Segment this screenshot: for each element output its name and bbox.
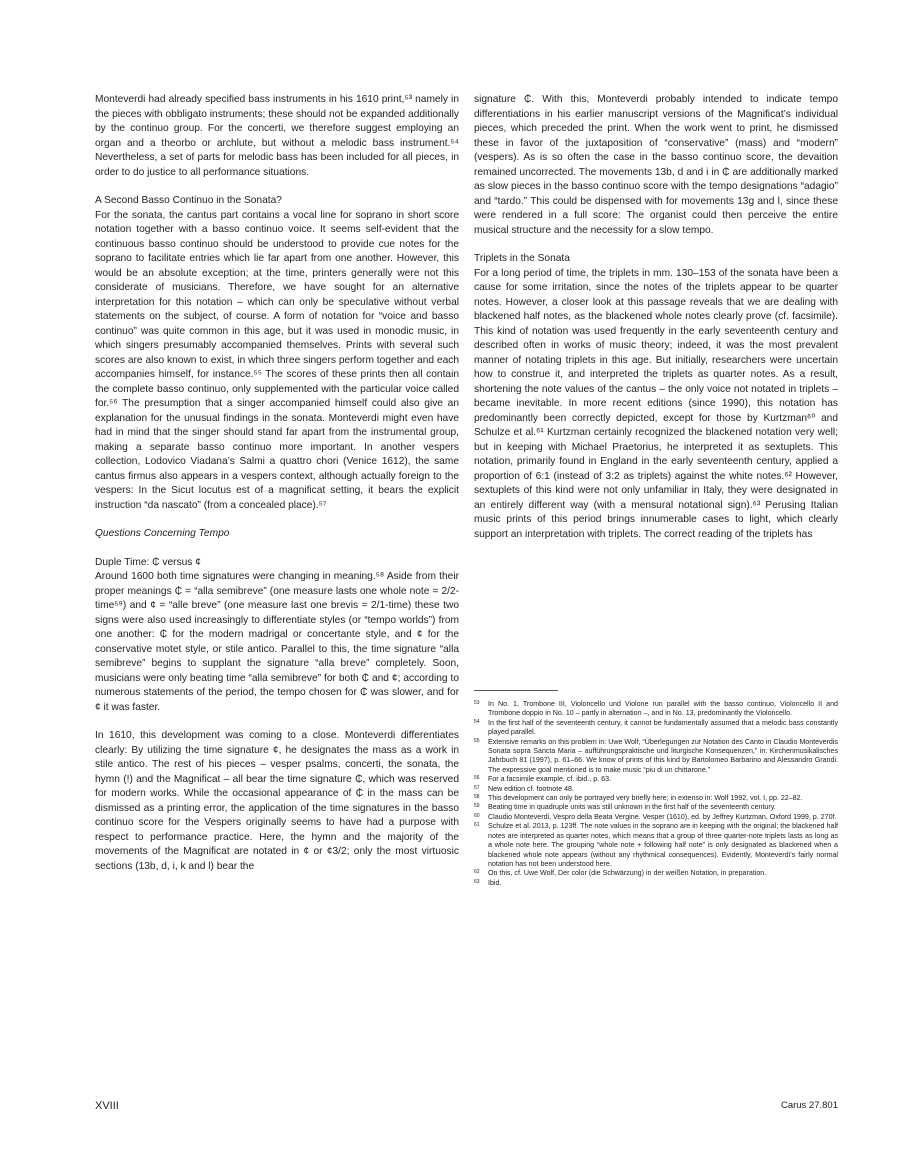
paragraph-sonata-cantus: For the sonata, the cantus part contains a vocal line for soprano in short score notation together with a basso continuo voice. It seems self-evident that the continuous basso continuo should be understood to provide cue notes for the soprano to facilitate entries which lie far apart from one another. However, this would be an absolute exception; at the time, printers generally were not this considerate of musicians. Therefore, we have sought for an alternative interpretation for this notation – which can only be speculative without verbal statements on the subject, of course. A form of notation for “voice and basso continuo” was quite common in this age, but it was used in monodic music, in which singers presumably accompanied themselves. Prints with several such scores are also known to exist, in which three singers perform together and each accompanies himself, for instance.⁵⁵ The scores of these prints then all contain the complete basso continuo, only supplemented with the particular voice called for.⁵⁶ The presumption that a singer accompanied himself could also give an explanation for the unusual findings in the sonata. Monteverdi might even have had in mind that the singer should stand far apart from the instrumental group, making a separate basso continuo more important. In another vespers collection, Lodovico Viadana’s Salmi a quattro chori (Venice 1612), the same cantus firmus also appears in a vespers context, although actually foreign to the vespers: In the Sicut locutus est of a magnificat setting, it bears the explicit instruction “da nascato” (from a concealed place).⁵⁷ [95, 209, 459, 511]
heading-questions-tempo: Questions Concerning Tempo [95, 528, 230, 539]
footnote-number: 57 [474, 784, 480, 791]
footnote-text: For a facsimile example, cf. ibid., p. 63. [488, 775, 612, 784]
heading-duple-time: Duple Time: ₵ versus ¢ [95, 556, 201, 568]
footnote-text: Ibid. [488, 878, 502, 887]
paragraph-time-signatures: Around 1600 both time signatures were changing in meaning.⁵⁸ Aside from their proper meanings ₵ = “alla semibreve” (one measure lasts one whole note = 2/2-time⁵⁹) and ¢ = “alle breve” (one measure last one brevis = 2/1-time) these two signs were also used increasingly to differentiate styles (or “tempo worlds”) from one another: ₵ for the modern madrigal or concertante style, and ¢ for the conservative motet style, or stile antico. Parallel to this, the time signature “alla semibreve” begins to supplant the signature “alla breve” completely. Soon, musicians were only beating time “alla semibreve” for both ₵ and ¢; according to numerous statements of the period, the tempo chosen for ₵ was slower, and for ¢ it was faster. [95, 571, 459, 713]
paragraph-triplets: For a long period of time, the triplets in mm. 130–153 of the sonata have been a cause for some irritation, since the notes of the triplets appear to be quarter notes. However, a closer look at this passage reveals that we are dealing with blackened half notes, as the blackened whole notes clearly prove (cf. facsimile). This kind of notation was used frequently in the early seventeenth century and described often in works of music theory; indeed, it was the most prevalent manner of notating triplets in this age. But initially, researchers were uncertain how to construe it, and interpreted the triplets as quarter notes. As a result, shortening the note values of the cantus – the only voice not notated in triplets – became inevitable. In more recent editions (since 1990), this notation has predominantly been correctly depicted, except for those by Kurtzman⁶⁰ and Schulze et al.⁶¹ Kurtzman certainly recognized the blackened notation very well; but in keeping with Michael Praetorius, he interpreted it as sextuplets. This notation, primarily found in England in the early seventeenth century, applied a proportion of 6:1 (instead of 3:2 as triplets) against the white notes.⁶² However, sextuplets of this kind were not only unfamiliar in Italy, they were designated in an entirely different way (with a mensural notational sign).⁶³ Perusing Italian music prints of this period brings innumerable cases to light, which clearly support an interpretation with triplets. The correct reading of the triplets has [474, 267, 838, 540]
paragraph-1610-development: In 1610, this development was coming to a close. Monteverdi differentiates clearly: By utilizing the time signature ¢, he designates the mass as a work in stile antico. The rest of his pieces – vesper psalms, concerti, the sonata, the hymn (!) and the Magnificat – all bear the time signature ₵, which was reserved for modern works. While the occasional appearance of ₵ in the mass can be dismissed as a printing error, the application of the time signatures in the basso continuo score for the Vespers originally seems to have had a purpose with respect to performance practice. Here, the hymn and the majority of the movements of the Magnificat are notated in ¢ or ¢3/2; only the most virtuosic sections (13b, d, i, k and l) bear the [95, 730, 459, 872]
right-column [474, 93, 838, 542]
footnote [474, 879, 838, 888]
footnote-text: On this, cf. Uwe Wolf, Der color (die Schwärzung) in der weißen Notation, in preparation. [488, 869, 767, 878]
footnote [474, 719, 838, 738]
footnote-text: This development can only be portrayed very briefly here; in extenso in: Wolf 1992, vol. I, pp. 22–82. [488, 794, 803, 803]
footnote-text: Claudio Monteverdi, Vespro della Beata Vergine. Vesper (1610), ed. by Jeffrey Kurtzman, Oxford 1999, p. 270f. [488, 812, 837, 821]
footnote-text: New edition cf. footnote 48. [488, 784, 574, 793]
footnote-divider [474, 690, 558, 691]
footnote-text: Schulze et al. 2013, p. 123ff. The note values in the soprano are in keeping with the original; the blackened half notes are interpreted as quarter notes, which means that a group of three quarter-note triplets lasts as long as a whole note here. The grouping “whole note + following half note” is only designated as blackened when a blackened whole note appears (without any rhythmical consequences). Evidently, Monteverdi’s fairly normal notation has not been understood here. [488, 822, 838, 868]
paragraph-signature-tempo: signature ₵. With this, Monteverdi probably intended to indicate tempo differentiations in his earlier manuscript versions of the Magnificat’s individual pieces, which preceded the print. When the work went to print, he dismissed these in favor of the juxtaposition of “conservative” (mass) and “modern” (vespers). As is so often the case in the basso continuo score, the devaition remained uncorrected. The movements 13b, d and i in ₵ are additionally marked as slow pieces in the basso continuo score with the tempo designations “adagio” and “tardo.” This could be dispensed with for movements 13g and l, since these were rendered in a full score: The organist could then perceive the entire musical structure and the necessity for a slow tempo. [474, 94, 838, 236]
left-column [95, 93, 459, 874]
footnote [474, 869, 838, 878]
footnote-text: Beating time in quadruple units was still unknown in the first half of the seventeenth century. [488, 803, 776, 812]
footnote [474, 794, 838, 803]
footnote-text: In No. 1, Trombone III, Violoncello und Violone run parallel with the basso continuo, Violoncello II and Trombone doppio in No. 10 – partly in alternation –, and in No. 13, predominantly the Violoncello. [488, 700, 838, 718]
catalog-number: Carus 27.801 [780, 1100, 838, 1111]
footnote-number: 61 [474, 822, 480, 829]
footnote [474, 738, 838, 776]
footnote [474, 813, 838, 822]
footnote-number: 58 [474, 794, 480, 801]
heading-second-basso-continuo: A Second Basso Continuo in the Sonata? [95, 195, 282, 206]
footnote-number: 56 [474, 775, 480, 782]
footnote-number: 55 [474, 737, 480, 744]
footnote-number: 59 [474, 803, 480, 810]
heading-triplets-sonata: Triplets in the Sonata [474, 253, 570, 264]
footnote [474, 803, 838, 812]
footnote [474, 700, 838, 719]
footnote-number: 54 [474, 718, 480, 725]
footnote-number: 63 [474, 878, 480, 885]
footnote-text: Extensive remarks on this problem in: Uwe Wolf, “Überlegungen zur Notation des Canto in Claudio Monteverdis Sonata sopra Sancta Maria – aufführungspraktische und liturgische Konsequenzen,” in: Kirchenmusikalisches Jahrbuch 81 (1997), p. 61–66. We know of prints of this kind by Bartolomeo Barbarino and Alessandro Grandi. The expressive goal mentioned is to make music “piu di un chittarone.” [488, 737, 838, 774]
footnote [474, 785, 838, 794]
page-number: XVIII [95, 1100, 119, 1112]
footnote [474, 775, 838, 784]
footnote-number: 60 [474, 812, 480, 819]
paragraph-bass-instruments: Monteverdi had already specified bass instruments in his 1610 print,⁵³ namely in the pieces with obbligato instruments; these should not be expanded additionally by the continuo group. For the concerti, we therefore suggest employing an organ and a theorbo or archlute, but without a melodic bass instrument.⁵⁴ Nevertheless, a set of parts for melodic bass has been included for all pieces, in order to do justice to all performance situations. [95, 94, 459, 178]
footnotes [474, 690, 838, 888]
footnote-number: 53 [474, 700, 480, 706]
footnote [474, 822, 838, 869]
footnote-number: 62 [474, 869, 480, 876]
footnote-text: In the first half of the seventeenth century, it cannot be fundamentally assumed that a melodic bass constantly played parallel. [488, 718, 838, 737]
